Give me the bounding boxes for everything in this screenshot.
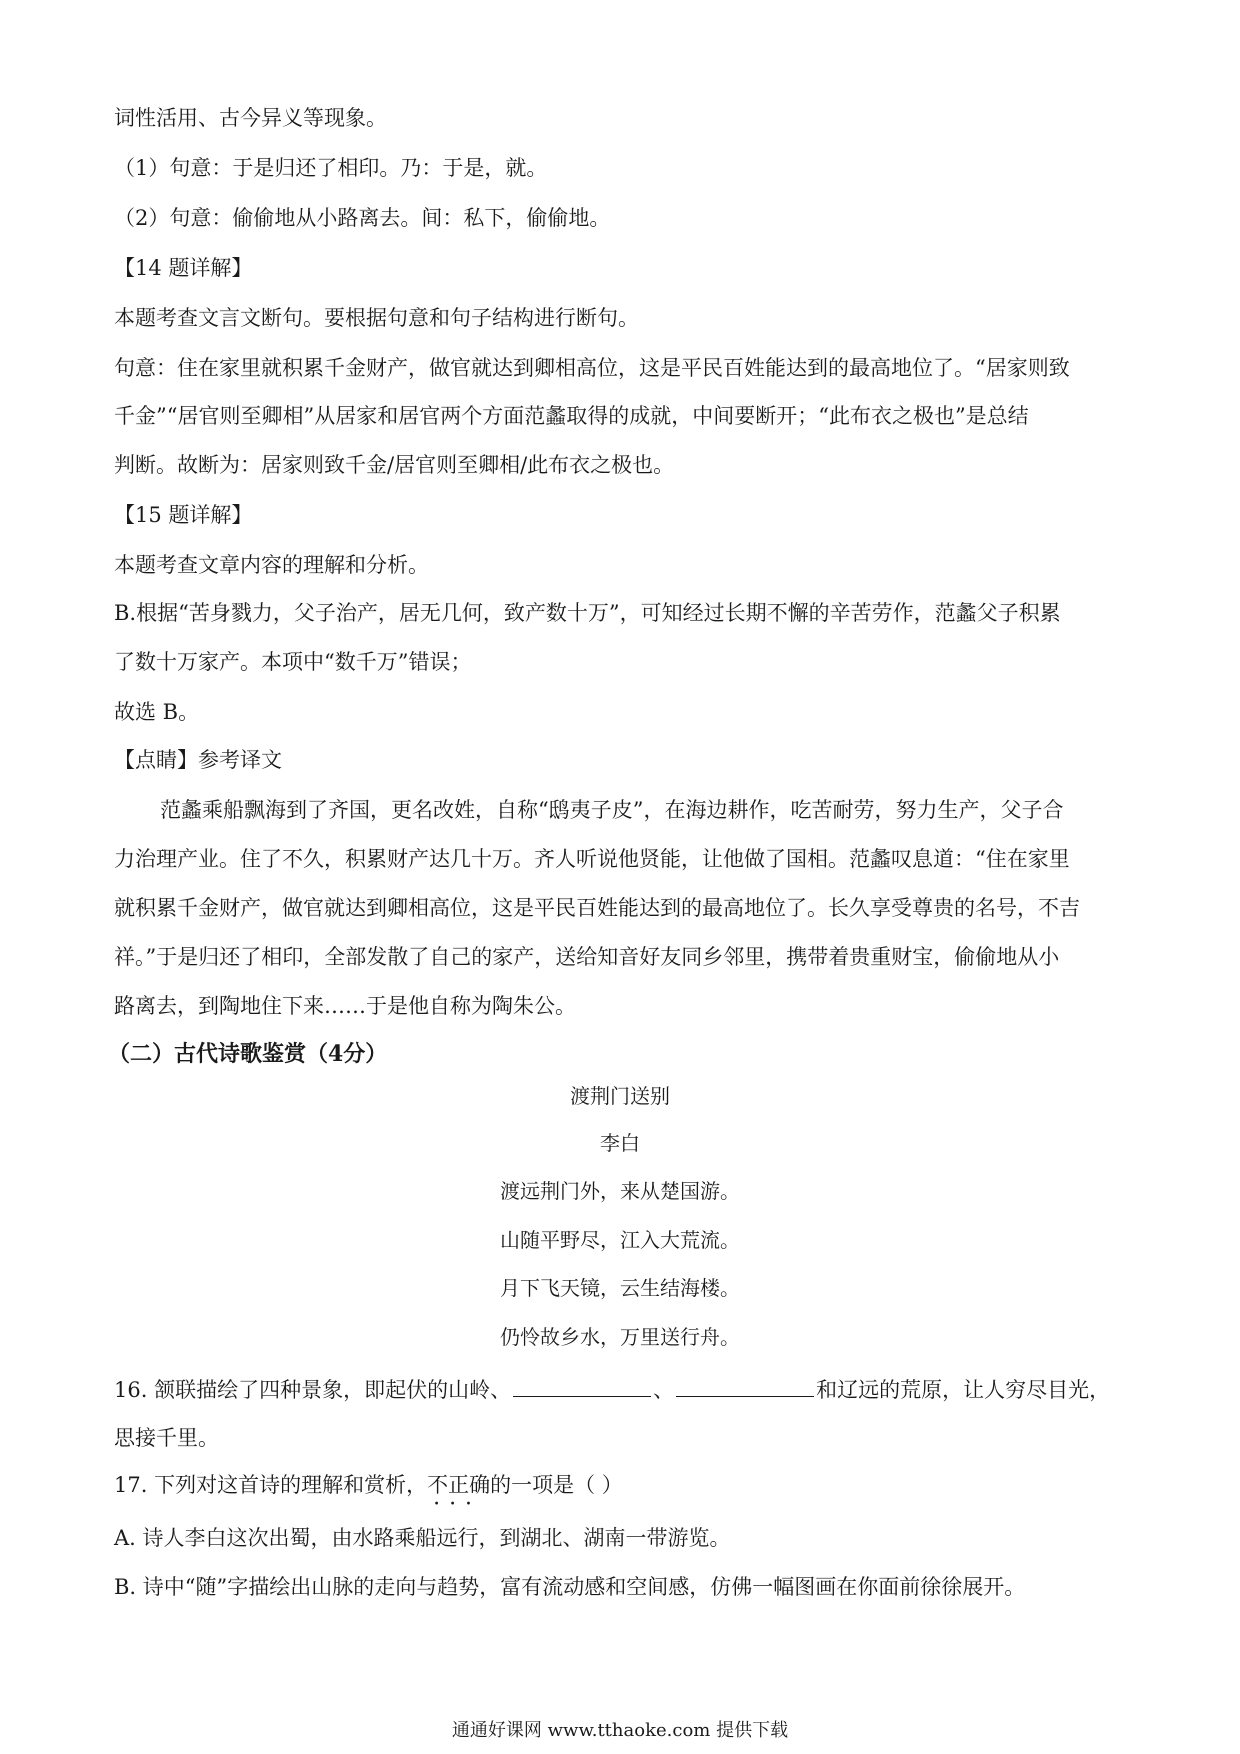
text-line: （1）句意：于是归还了相印。乃：于是，就。 bbox=[114, 156, 548, 180]
poem-verse: 月下飞天镜，云生结海楼。 bbox=[500, 1276, 740, 1300]
text-line: 本题考查文言文断句。要根据句意和句子结构进行断句。 bbox=[114, 306, 639, 330]
question-text: 16. 颔联描绘了四种景象，即起伏的山岭、 bbox=[114, 1378, 512, 1402]
text-line: 故选 B。 bbox=[114, 700, 200, 724]
text-line: 词性活用、古今异义等现象。 bbox=[114, 106, 387, 130]
separator: 、 bbox=[653, 1378, 675, 1402]
translation-line: 祥。”于是归还了相印，全部发散了自己的家产，送给知音好友同乡邻里，携带着贵重财宝，偷偷地从小 bbox=[114, 945, 1060, 969]
poem-verse: 山随平野尽，江入大荒流。 bbox=[500, 1228, 740, 1252]
text-line: 本题考查文章内容的理解和分析。 bbox=[114, 553, 429, 577]
question-16 bbox=[114, 1374, 1110, 1405]
question-text: 和辽远的荒原，让人穷尽目光， bbox=[816, 1378, 1111, 1402]
answer-blank[interactable] bbox=[513, 1374, 651, 1397]
option-a: A. 诗人李白这次出蜀，由水路乘船远行，到湖北、湖南一带游览。 bbox=[114, 1526, 731, 1550]
emphasis-text: 不正确 · · · bbox=[427, 1473, 490, 1497]
section-title: （二）古代诗歌鉴赏（4分） bbox=[108, 1041, 388, 1067]
translation-line: 路离去，到陶地住下来……于是他自称为陶朱公。 bbox=[114, 994, 576, 1018]
poem-title: 渡荆门送别 bbox=[570, 1084, 670, 1108]
poem-verse: 渡远荆门外，来从楚国游。 bbox=[500, 1179, 740, 1203]
translation-line: 范蠡乘船飘海到了齐国，更名改姓，自称“鸱夷子皮”，在海边耕作，吃苦耐劳，努力生产，父子合 bbox=[160, 798, 1064, 822]
poem-author: 李白 bbox=[600, 1131, 640, 1155]
text-line: （2）句意：偷偷地从小路离去。间：私下，偷偷地。 bbox=[114, 206, 611, 230]
poem-verse: 仍怜故乡水，万里送行舟。 bbox=[500, 1325, 740, 1349]
section-heading: 【14 题详解】 bbox=[114, 256, 253, 280]
option-b: B. 诗中“随”字描绘出山脉的走向与趋势，富有流动感和空间感，仿佛一幅图画在你面前徐徐展开。 bbox=[114, 1575, 1026, 1599]
text-line: 句意：住在家里就积累千金财产，做官就达到卿相高位，这是平民百姓能达到的最高地位了。“居家则致 bbox=[114, 356, 1070, 380]
question-text: 17. 下列对这首诗的理解和赏析， bbox=[114, 1473, 428, 1497]
answer-blank[interactable] bbox=[676, 1374, 814, 1397]
question-text: 的一项是（ ） bbox=[490, 1473, 623, 1497]
section-heading: 【15 题详解】 bbox=[114, 503, 253, 527]
page-footer: 通通好课网 www.tthaoke.com 提供下载 bbox=[451, 1720, 789, 1741]
text-line: 千金”“居官则至卿相”从居家和居官两个方面范蠡取得的成就，中间要断开；“此布衣之极也”是总结 bbox=[114, 404, 1029, 428]
translation-line: 力治理产业。住了不久，积累财产达几十万。齐人听说他贤能，让他做了国相。范蠡叹息道：“住在家里 bbox=[114, 847, 1070, 871]
text-line: 了数十万家产。本项中“数千万”错误； bbox=[114, 650, 472, 674]
text-line: B.根据“苦身戮力，父子治产，居无几何，致产数十万”，可知经过长期不懈的辛苦劳作，范蠡父子积累 bbox=[114, 601, 1061, 625]
text-line: 判断。故断为：居家则致千金/居官则至卿相/此布衣之极也。 bbox=[114, 453, 675, 477]
section-heading: 【点睛】参考译文 bbox=[114, 748, 282, 772]
question-16-cont: 思接千里。 bbox=[114, 1426, 219, 1450]
question-17 bbox=[114, 1470, 623, 1500]
translation-line: 就积累千金财产，做官就达到卿相高位，这是平民百姓能达到的最高地位了。长久享受尊贵的名号，不吉 bbox=[114, 896, 1080, 920]
